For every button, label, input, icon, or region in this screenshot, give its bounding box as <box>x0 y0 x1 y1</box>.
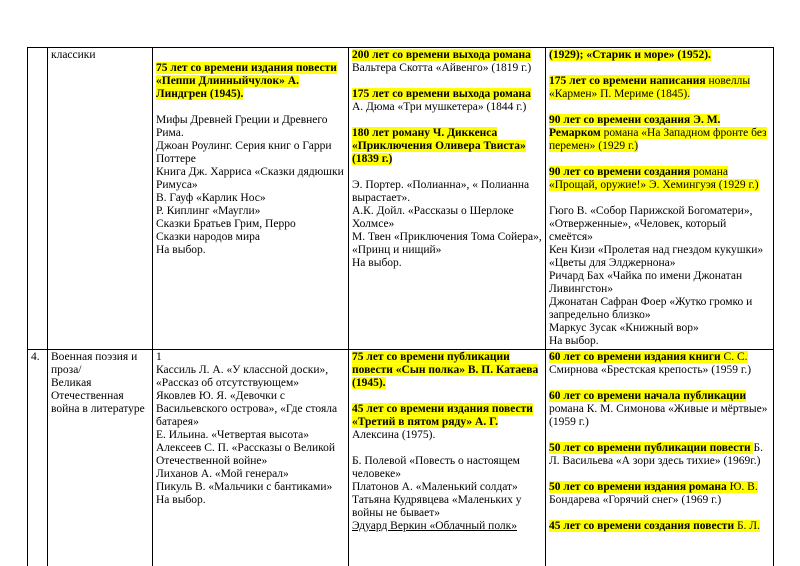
text-run: Джоан Роулинг. Серия книг о Гарри Поттере <box>156 140 332 165</box>
paragraph <box>549 75 770 101</box>
paragraph <box>549 351 770 377</box>
text-run: 60 лет со времени издания книги <box>549 351 724 363</box>
paragraph <box>352 520 542 533</box>
paragraph <box>352 494 542 520</box>
paragraph <box>51 403 149 416</box>
table-cell-r2c1 <box>28 350 48 566</box>
paragraph <box>156 166 345 192</box>
text-run: Алексеев С. П. «Рассказы о Великой Отечественной войне» <box>156 442 336 467</box>
blank-line <box>549 429 770 442</box>
text-run: На выбор. <box>549 335 599 347</box>
paragraph <box>549 322 770 335</box>
text-run: 175 лет со времени написания <box>549 75 709 87</box>
blank-line <box>549 192 770 205</box>
paragraph <box>156 114 345 140</box>
text-run: Яковлев Ю. Я. «Девочки с Васильевского острова», «Где стояла батарея» <box>156 390 338 428</box>
document-table <box>27 47 774 566</box>
paragraph <box>156 218 345 231</box>
text-run: 75 лет со времени издания повести «Пеппи Длинныйчулок» А. Линдгрен (1945). <box>156 62 337 100</box>
text-run: 90 лет со времени создания Э. М. Ремарком <box>549 114 721 139</box>
paragraph <box>549 49 770 62</box>
text-run: Кассиль Л. А. «У классной доски», «Рассказ об отсутствующем» <box>156 364 329 389</box>
blank-line <box>352 114 542 127</box>
table-row-2 <box>28 350 774 566</box>
table-row-1 <box>28 48 774 350</box>
text-run: новеллы «Кармен» П. Мериме (1845). <box>549 75 751 100</box>
paragraph <box>549 114 770 153</box>
text-run: Книга Дж. Харриса «Сказки дядюшки Римуса» <box>156 166 344 191</box>
text-run: Е. Ильина. «Четвертая высота» <box>156 429 309 441</box>
text-run: романа «На Западном фронте без перемен» (1929 г.) <box>549 127 767 152</box>
table-cell-r1c2 <box>48 48 153 350</box>
paragraph <box>156 468 345 481</box>
text-run: 4. <box>31 351 40 363</box>
paragraph <box>156 351 345 364</box>
table-cell-r1c3 <box>153 48 349 350</box>
blank-line <box>549 468 770 481</box>
paragraph <box>352 257 542 270</box>
table-cell-r2c2 <box>48 350 153 566</box>
text-run: 1 <box>156 351 162 363</box>
text-run: Ю. В. <box>729 481 758 493</box>
text-run: Пикуль В. «Мальчики с бантиками» <box>156 481 333 493</box>
paragraph <box>549 335 770 348</box>
text-run: Бондарева «Горячий снег» (1969 г.) <box>549 494 722 506</box>
blank-line <box>352 75 542 88</box>
blank-line <box>549 101 770 114</box>
blank-line <box>549 377 770 390</box>
text-run: 200 лет со времени выхода романа <box>352 49 531 61</box>
text-run: С. С. <box>723 351 748 363</box>
text-run: Кен Кизи «Пролетая над гнездом кукушки» «Цветы для Элджернона» <box>549 244 764 269</box>
text-run: На выбор. <box>156 494 206 506</box>
text-run: Сказки народов мира <box>156 231 260 243</box>
blank-line <box>549 153 770 166</box>
paragraph <box>352 403 542 442</box>
table-cell-r2c4 <box>349 350 546 566</box>
paragraph <box>156 442 345 468</box>
text-run: 50 лет со времени издания романа <box>549 481 730 493</box>
paragraph <box>156 140 345 166</box>
paragraph <box>352 49 542 75</box>
table-body <box>28 48 774 566</box>
paragraph <box>549 520 770 533</box>
paragraph <box>352 455 542 481</box>
text-run: Б. Полевой «Повесть о настоящем человеке» <box>352 455 520 480</box>
text-run: Сказки Братьев Грим, Перро <box>156 218 296 230</box>
text-run: (1929); «Старик и море» (1952). <box>549 49 711 61</box>
paragraph <box>51 49 149 62</box>
paragraph <box>549 166 770 192</box>
paragraph <box>352 231 542 257</box>
text-run: Военная поэзия и проза/ <box>51 351 138 376</box>
paragraph <box>549 442 770 468</box>
table-cell-r1c1 <box>28 48 48 350</box>
text-run: 45 лет со времени издания повести «Третий в пятом ряду» А. Г. <box>352 403 533 428</box>
text-run: На выбор. <box>352 257 402 269</box>
paragraph <box>549 205 770 244</box>
text-run: Эдуард Веркин «Облачный полк» <box>352 520 518 532</box>
text-run: классики <box>51 49 96 61</box>
text-run: Р. Киплинг «Маугли» <box>156 205 261 217</box>
paragraph <box>352 88 542 114</box>
paragraph <box>156 364 345 390</box>
text-run: 60 лет со времени начала публикации <box>549 390 747 402</box>
paragraph <box>156 494 345 507</box>
blank-line <box>352 442 542 455</box>
blank-line <box>352 390 542 403</box>
text-run: Э. Портер. «Полианна», « Полианна вырастает». <box>352 179 530 204</box>
paragraph <box>549 390 770 429</box>
text-run: Мифы Древней Греции и Древнего Рима. <box>156 114 328 139</box>
paragraph <box>549 270 770 296</box>
paragraph <box>156 390 345 429</box>
table-cell-r2c5 <box>546 350 774 566</box>
text-run: Б. Л. Васильева «А зори здесь тихие» (1969г.) <box>549 442 763 467</box>
text-run: 50 лет со времени публикации повести <box>549 442 754 454</box>
text-run: Платонов А. «Маленький солдат» <box>352 481 518 493</box>
paragraph <box>51 351 149 377</box>
paragraph <box>156 244 345 257</box>
paragraph <box>31 351 44 364</box>
table-cell-r2c3 <box>153 350 349 566</box>
blank-line <box>549 507 770 520</box>
blank-line <box>156 101 345 114</box>
table-cell-r1c4 <box>349 48 546 350</box>
paragraph <box>156 205 345 218</box>
text-run: Джонатан Сафран Фоер «Жутко громко и запредельно близко» <box>549 296 753 321</box>
text-run: война в литературе <box>51 403 145 415</box>
text-run: В. Гауф «Карлик Нос» <box>156 192 266 204</box>
paragraph <box>156 192 345 205</box>
text-run: Ричард Бах «Чайка по имени Джонатан Ливингстон» <box>549 270 743 295</box>
paragraph <box>156 429 345 442</box>
text-run: романа «Прощай, оружие!» Э. Хемингуэя (1929 г.) <box>549 166 759 191</box>
text-run: 45 лет со времени создания повести <box>549 520 737 532</box>
paragraph <box>352 205 542 231</box>
text-run: На выбор. <box>156 244 206 256</box>
text-run: Гюго В. «Собор Парижской Богоматери», «Отверженные», «Человек, который смеётся» <box>549 205 753 243</box>
paragraph <box>352 179 542 205</box>
paragraph <box>352 481 542 494</box>
paragraph <box>549 296 770 322</box>
text-run: М. Твен «Приключения Тома Сойера», «Принц и нищий» <box>352 231 542 256</box>
text-run: Смирнова «Брестская крепость» (1959 г.) <box>549 364 752 376</box>
text-run: Б. Л. <box>736 520 760 532</box>
blank-line <box>352 166 542 179</box>
paragraph <box>156 231 345 244</box>
paragraph <box>156 481 345 494</box>
text-run: 180 лет роману Ч. Диккенса «Приключения Оливера Твиста» (1839 г.) <box>352 127 526 165</box>
text-run: 90 лет со времени создания <box>549 166 694 178</box>
text-run: Маркус Зусак «Книжный вор» <box>549 322 699 334</box>
table-cell-r1c5 <box>546 48 774 350</box>
text-run: Татьяна Кудрявцева «Маленьких у войны не бывает» <box>352 494 522 519</box>
paragraph <box>549 481 770 507</box>
text-run: 75 лет со времени публикации повести «Сын полка» В. П. Катаева (1945). <box>352 351 539 389</box>
text-run: Великая Отечественная <box>51 377 124 402</box>
text-run: романа К. М. Симонова «Живые и мёртвые» (1959 г.) <box>549 403 768 428</box>
paragraph <box>352 127 542 166</box>
paragraph <box>156 62 345 101</box>
paragraph <box>352 351 542 390</box>
text-run: Лиханов А. «Мой генерал» <box>156 468 289 480</box>
text-run: 175 лет со времени выхода романа <box>352 88 531 100</box>
paragraph <box>549 244 770 270</box>
blank-line <box>549 62 770 75</box>
text-run: Вальтера Скотта «Айвенго» (1819 г.) <box>352 62 532 74</box>
text-run: Алексина (1975). <box>352 429 436 441</box>
text-run: А.К. Дойл. «Рассказы о Шерлоке Холмсе» <box>352 205 514 230</box>
paragraph <box>51 377 149 403</box>
blank-line <box>156 49 345 62</box>
text-run: А. Дюма «Три мушкетера» (1844 г.) <box>352 101 527 113</box>
